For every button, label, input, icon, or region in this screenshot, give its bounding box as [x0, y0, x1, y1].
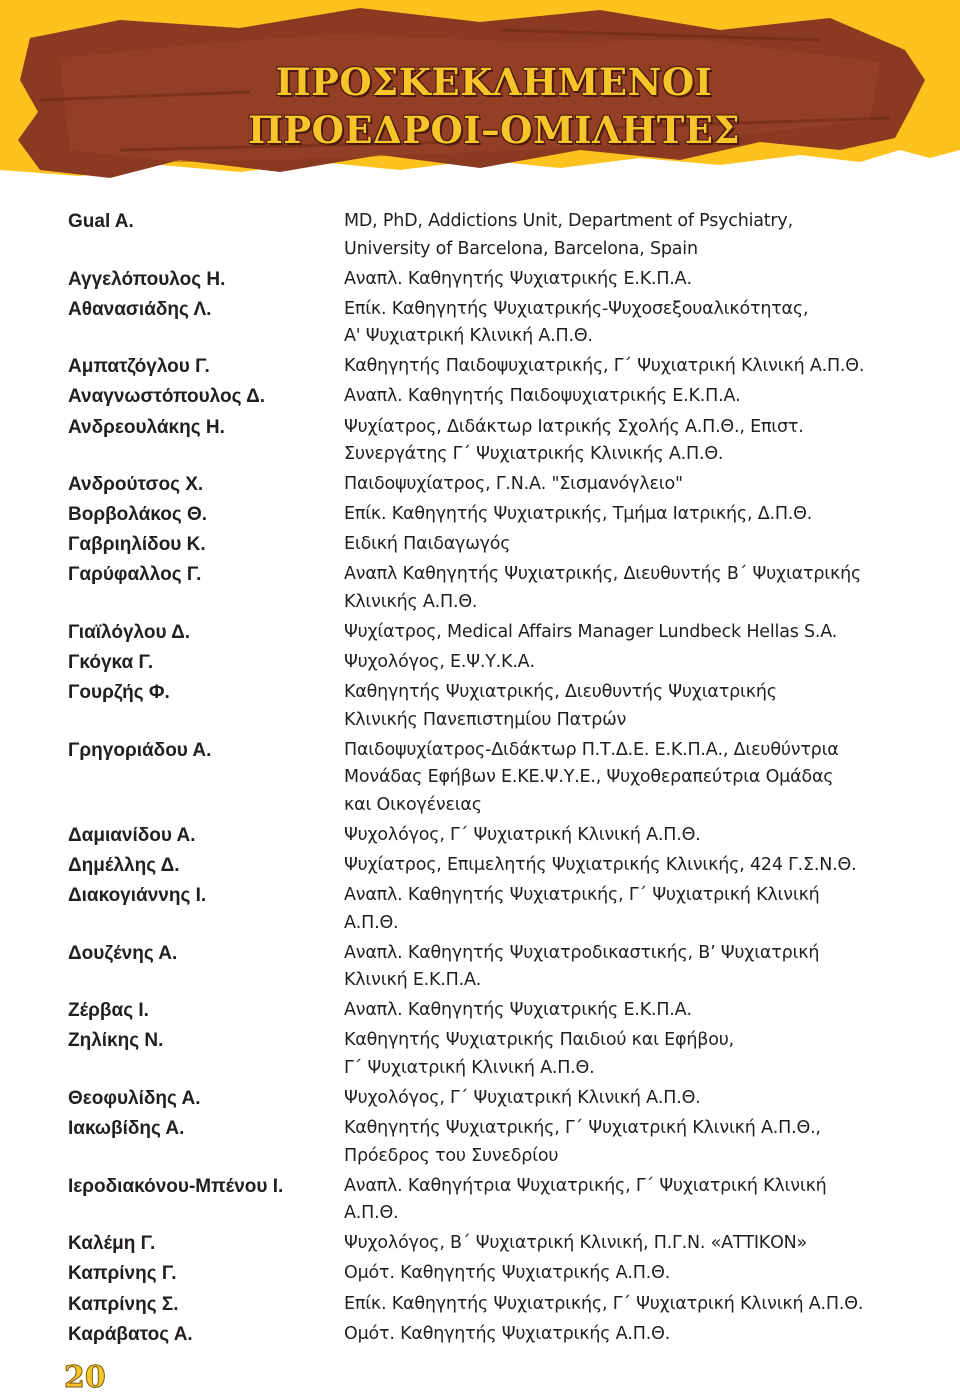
speaker-name: Γκόγκα Γ.: [68, 652, 154, 674]
speaker-name: Καπρίνης Σ.: [68, 1293, 179, 1315]
speaker-name: Ζηλίκης Ν.: [68, 1030, 164, 1052]
speaker-affiliation: Επίκ. Καθηγητής Ψυχιατρικής, Τμήμα Ιατρικής, Δ.Π.Θ.: [344, 504, 813, 525]
page-header: [0, 0, 960, 185]
speaker-affiliation: Επίκ. Καθηγητής Ψυχιατρικής-Ψυχοσεξουαλικότητας, Α' Ψυχιατρική Κλινική Α.Π.Θ.: [344, 298, 809, 347]
speaker-name: Δουζένης Α.: [68, 942, 178, 964]
speaker-affiliation: Ομότ. Καθηγητής Ψυχιατρικής Α.Π.Θ.: [344, 1263, 671, 1284]
speaker-name: Γαρύφαλλος Γ.: [68, 564, 202, 586]
page-number: 20: [64, 1360, 106, 1395]
speaker-affiliation: Καθηγητής Ψυχιατρικής, Διευθυντής Ψυχιατρικής Κλινικής Πανεπιστημίου Πατρών: [344, 682, 777, 730]
speaker-affiliation: Αναπλ. Καθηγητής Ψυχιατροδικαστικής, Β’ Ψυχιατρική Κλινική Ε.Κ.Π.Α.: [344, 942, 820, 991]
speaker-name: Αθανασιάδης Λ.: [68, 298, 212, 320]
speaker-affiliation: Ψυχίατρος, Επιμελητής Ψυχιατρικής Κλινικής, 424 Γ.Σ.Ν.Θ.: [344, 855, 857, 875]
speaker-affiliation: Καθηγητής Ψυχιατρικής Παιδιού και Εφήβου, Γ΄ Ψυχιατρική Κλινική Α.Π.Θ.: [344, 1030, 735, 1078]
speaker-name: Γουρζής Φ.: [68, 682, 170, 704]
speaker-name: Δαμιανίδου Α.: [68, 824, 196, 846]
speaker-affiliation: Ομότ. Καθηγητής Ψυχιατρικής Α.Π.Θ.: [344, 1323, 671, 1344]
speaker-affiliation: Αναπλ. Καθηγητής Ψυχιατρικής, Γ΄ Ψυχιατρική Κλινική Α.Π.Θ.: [344, 885, 820, 933]
speaker-affiliation: Αναπλ. Καθηγητής Ψυχιατρικής Ε.Κ.Π.Α.: [344, 1000, 692, 1021]
speaker-name: Ιακωβίδης Α.: [68, 1118, 185, 1140]
speaker-affiliation: Ψυχολόγος, Β΄ Ψυχιατρική Κλινική, Π.Γ.Ν. «ΑΤΤΙΚΟΝ»: [344, 1233, 808, 1254]
speaker-affiliation: Ψυχολόγος, Γ΄ Ψυχιατρική Κλινική Α.Π.Θ.: [344, 824, 701, 845]
speaker-affiliation: Αναπλ. Καθηγήτρια Ψυχιατρικής, Γ΄ Ψυχιατρική Κλινική Α.Π.Θ.: [344, 1175, 827, 1224]
speaker-name: Καράβατος Α.: [68, 1323, 193, 1345]
speaker-name: Δημέλλης Δ.: [68, 855, 180, 876]
speaker-name: Ανδρούτσος Χ.: [68, 474, 204, 496]
speaker-name: Αγγελόπουλος Η.: [68, 268, 226, 290]
speaker-affiliation: Ψυχολόγος, Ε.Ψ.Υ.Κ.Α.: [344, 652, 535, 673]
speaker-affiliation: Παιδοψυχίατρος, Γ.Ν.Α. "Σισμανόγλειο": [344, 474, 683, 495]
speaker-name: Αμπατζόγλου Γ.: [68, 356, 210, 378]
speaker-affiliation: Ειδική Παιδαγωγός: [344, 534, 511, 555]
speaker-name: Θεοφυλίδης Α.: [68, 1088, 201, 1109]
speaker-name: Καλέμη Γ.: [68, 1233, 156, 1255]
speaker-name: Ζέρβας Ι.: [68, 1000, 149, 1022]
page-title-line2: ΠΡΟΕΔΡΟΙ–ΟΜΙΛΗΤΕΣ: [247, 108, 741, 152]
speaker-affiliation: Αναπλ. Καθηγητής Ψυχιατρικής Ε.Κ.Π.Α.: [344, 268, 692, 289]
speaker-name: Γαβριηλίδου Κ.: [68, 534, 206, 556]
speaker-name: Ανδρεουλάκης Η.: [68, 416, 225, 438]
speaker-affiliation: Καθηγητής Ψυχιατρικής, Γ΄ Ψυχιατρική Κλινική Α.Π.Θ., Πρόεδρος του Συνεδρίου: [344, 1118, 821, 1166]
speaker-affiliation: Καθηγητής Παιδοψυχιατρικής, Γ΄ Ψυχιατρική Κλινική Α.Π.Θ.: [344, 356, 865, 377]
page-title-line1: ΠΡΟΣΚΕΚΛΗΜΕΝΟΙ: [275, 60, 713, 104]
speaker-name: Gual A.: [68, 211, 134, 232]
speaker-name: Γιαϊλόγλου Δ.: [68, 622, 191, 643]
speaker-name: Αναγνωστόπουλος Δ.: [68, 386, 266, 408]
speaker-affiliation: Ψυχίατρος, Medical Affairs Manager Lundbeck Hellas S.A.: [344, 622, 838, 642]
speaker-affiliation: Επίκ. Καθηγητής Ψυχιατρικής, Γ΄ Ψυχιατρική Κλινική Α.Π.Θ.: [344, 1293, 864, 1314]
speaker-name: Καπρίνης Γ.: [68, 1263, 177, 1285]
speaker-affiliation: Ψυχολόγος, Γ΄ Ψυχιατρική Κλινική Α.Π.Θ.: [344, 1088, 701, 1108]
speaker-affiliation: Ψυχίατρος, Διδάκτωρ Ιατρικής Σχολής Α.Π.Θ., Επιστ. Συνεργάτης Γ΄ Ψυχιατρικής Κλινικής Α.Π.Θ.: [344, 416, 804, 464]
speaker-name: Βορβολάκος Θ.: [68, 504, 208, 526]
speaker-name: Ιεροδιακόνου-Μπένου Ι.: [68, 1175, 284, 1197]
speaker-affiliation: Παιδοψυχίατρος-Διδάκτωρ Π.Τ.Δ.Ε. Ε.Κ.Π.Α., Διευθύντρια Μονάδας Εφήβων Ε.ΚΕ.Ψ.Υ.Ε., Ψυχοθεραπεύτρια Ομάδας και Οικογένειας: [344, 739, 839, 815]
speaker-name: Γρηγοριάδου Α.: [68, 739, 212, 761]
speaker-name: Διακογιάννης Ι.: [68, 885, 207, 907]
speaker-affiliation: MD, PhD, Addictions Unit, Department of Psychiatry, University of Barcelona, Barcelona, Spain: [344, 211, 793, 259]
speaker-affiliation: Αναπλ Καθηγητής Ψυχιατρικής, Διευθυντής Β΄ Ψυχιατρικής Κλινικής Α.Π.Θ.: [344, 564, 862, 612]
speaker-affiliation: Αναπλ. Καθηγητής Παιδοψυχιατρικής Ε.Κ.Π.Α.: [344, 386, 741, 407]
